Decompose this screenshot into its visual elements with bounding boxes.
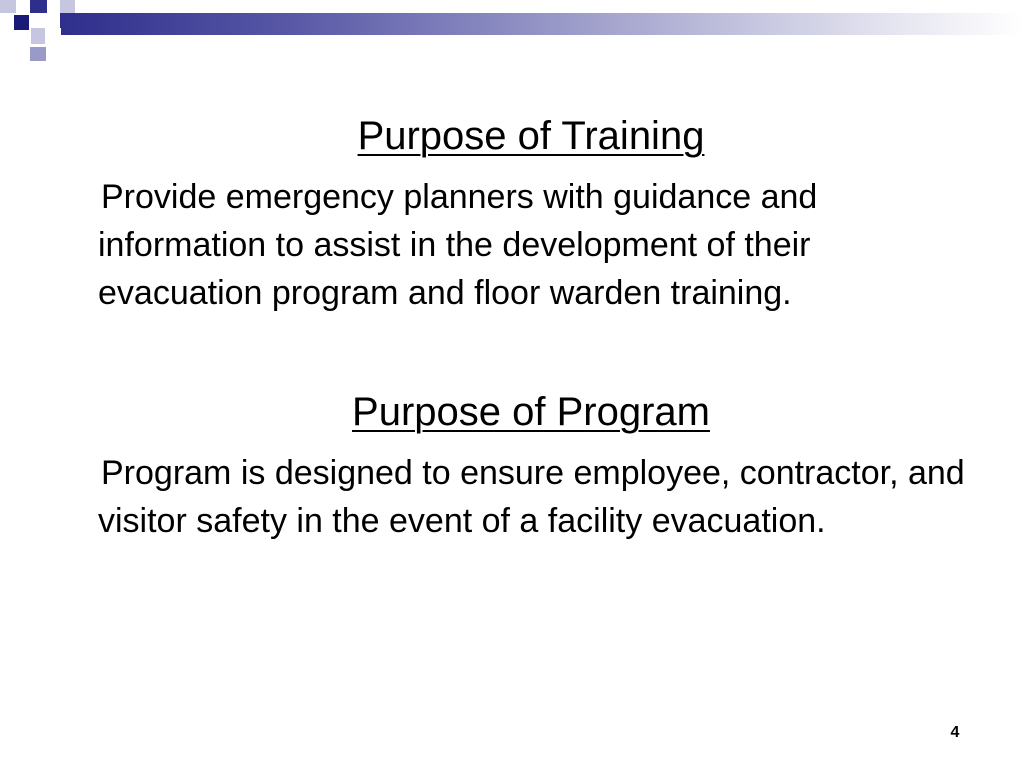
heading-purpose-of-training: [0, 113, 1024, 159]
decor-square: [45, 28, 61, 44]
heading-purpose-of-program: [0, 389, 1024, 435]
page-number: 4: [950, 724, 960, 741]
body-purpose-of-training: Provide emergency planners with guidance and information to assist in the development of their evacuation program and floor warden training.: [98, 178, 818, 312]
decor-square: [30, 0, 47, 13]
decor-square: [47, 0, 60, 13]
heading-text: Purpose of Program: [352, 390, 710, 434]
decor-square: [60, 0, 75, 13]
heading-text: Purpose of Training: [357, 114, 705, 158]
body-purpose-of-program: Program is designed to ensure employee, contractor, and visitor safety in the event of a facility evacuation.: [98, 454, 965, 540]
decor-square: [16, 0, 30, 13]
decor-square: [31, 28, 45, 44]
decor-square: [30, 47, 46, 61]
header-gradient-bar: [60, 13, 1024, 35]
decor-square: [0, 0, 16, 13]
decor-square: [14, 15, 29, 30]
